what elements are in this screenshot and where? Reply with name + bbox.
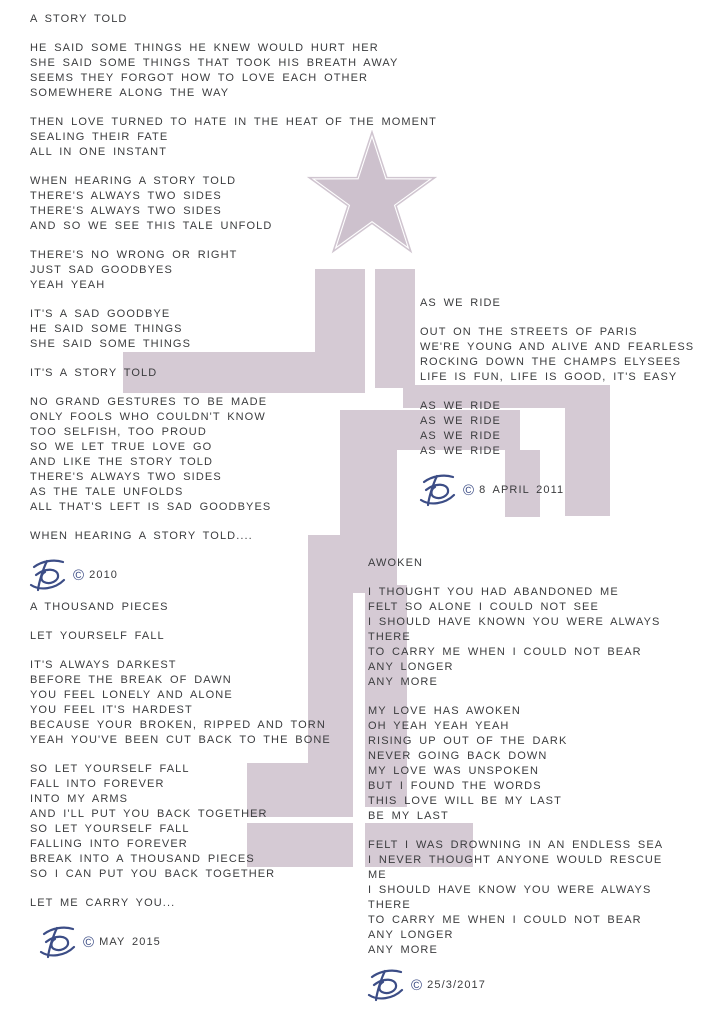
- lyric-line: IT'S A SAD GOODBYE: [30, 308, 171, 320]
- copyright-icon: ©: [463, 481, 476, 499]
- lyric-line: BECAUSE YOUR BROKEN, RIPPED AND TORN: [30, 719, 326, 731]
- stanza: [30, 366, 437, 381]
- stanza: [30, 307, 437, 352]
- lyric-line: BREAK INTO A THOUSAND PIECES: [30, 853, 255, 865]
- lyric-line: THERE'S NO WRONG OR RIGHT: [30, 249, 238, 261]
- lyric-line: IT'S ALWAYS DARKEST: [30, 659, 177, 671]
- lyric-line: ME: [368, 869, 387, 881]
- copyright-icon: ©: [73, 566, 86, 584]
- lyric-line: RISING UP OUT OF THE DARK: [368, 735, 568, 747]
- lyric-line: FELT I WAS DROWNING IN AN ENDLESS SEA: [368, 839, 664, 851]
- signature-date: 8 APRIL 2011: [479, 483, 565, 496]
- lyric-line: OH YEAH YEAH YEAH: [368, 720, 510, 732]
- song-title-awoken: AWOKEN: [368, 557, 424, 569]
- lyric-line: THIS LOVE WILL BE MY LAST: [368, 795, 562, 807]
- lyric-line: ANY LONGER: [368, 929, 454, 941]
- lyric-line: ANY LONGER: [368, 661, 454, 673]
- lyric-line: WE'RE YOUNG AND ALIVE AND FEARLESS: [420, 341, 695, 353]
- lyric-line: AS WE RIDE: [420, 415, 501, 427]
- lyric-line: ANY MORE: [368, 676, 438, 688]
- lyric-line: WHEN HEARING A STORY TOLD: [30, 175, 237, 187]
- lyric-line: SHE SAID SOME THINGS THAT TOOK HIS BREATH AWAY: [30, 57, 399, 69]
- lyric-line: BE MY LAST: [368, 810, 449, 822]
- artist-monogram-icon: [28, 558, 72, 592]
- signature-block-2017: [366, 968, 663, 1002]
- lyric-line: SO I CAN PUT YOU BACK TOGETHER: [30, 868, 276, 880]
- lyric-line: NO GRAND GESTURES TO BE MADE: [30, 396, 268, 408]
- lyric-line: WHEN HEARING A STORY TOLD....: [30, 530, 253, 542]
- lyric-line: TOO SELFISH, TOO PROUD: [30, 426, 207, 438]
- lyric-line: YEAH YOU'VE BEEN CUT BACK TO THE BONE: [30, 734, 331, 746]
- lyric-line: I SHOULD HAVE KNOW YOU WERE ALWAYS: [368, 884, 652, 896]
- lyric-line: ROCKING DOWN THE CHAMPS ELYSEES: [420, 356, 682, 368]
- lyric-line: LET YOURSELF FALL: [30, 630, 165, 642]
- lyric-line: I SHOULD HAVE KNOWN YOU WERE ALWAYS: [368, 616, 661, 628]
- stanza: [368, 838, 663, 958]
- copyright-icon: ©: [411, 976, 424, 994]
- stanza: [420, 399, 694, 459]
- lyric-line: YEAH YEAH: [30, 279, 106, 291]
- stanza: [30, 174, 437, 234]
- lyric-line: SEEMS THEY FORGOT HOW TO LOVE EACH OTHER: [30, 72, 369, 84]
- lyric-line: SEALING THEIR FATE: [30, 131, 169, 143]
- lyric-line: THERE: [368, 631, 411, 643]
- lyric-line: OUT ON THE STREETS OF PARIS: [420, 326, 638, 338]
- lyric-line: BUT I FOUND THE WORDS: [368, 780, 542, 792]
- song-title-a-thousand-pieces: A THOUSAND PIECES: [30, 601, 169, 613]
- lyric-line: MY LOVE WAS UNSPOKEN: [368, 765, 540, 777]
- artist-monogram-icon: [366, 968, 410, 1002]
- signature-date: 25/3/2017: [427, 978, 486, 991]
- lyric-line: HE SAID SOME THINGS HE KNEW WOULD HURT HER: [30, 42, 379, 54]
- lyric-line: MY LOVE HAS AWOKEN: [368, 705, 521, 717]
- lyrics-column-as-we-ride: [420, 296, 694, 515]
- lyric-line: I THOUGHT YOU HAD ABANDONED ME: [368, 586, 619, 598]
- lyric-line: THERE'S ALWAYS TWO SIDES: [30, 471, 222, 483]
- stanza: [30, 529, 437, 544]
- lyric-line: SO LET YOURSELF FALL: [30, 823, 190, 835]
- lyric-line: I NEVER THOUGHT ANYONE WOULD RESCUE: [368, 854, 663, 866]
- signature-date: MAY 2015: [99, 935, 161, 948]
- lyric-line: AS WE RIDE: [420, 400, 501, 412]
- lyric-line: AS WE RIDE: [420, 445, 501, 457]
- lyric-line: AND LIKE THE STORY TOLD: [30, 456, 214, 468]
- lyric-line: THERE: [368, 899, 411, 911]
- lyric-line: YOU FEEL LONELY AND ALONE: [30, 689, 233, 701]
- stanza: [30, 41, 437, 101]
- lyric-line: FALL INTO FOREVER: [30, 778, 165, 790]
- lyric-line: NEVER GOING BACK DOWN: [368, 750, 548, 762]
- lyric-line: LET ME CARRY YOU...: [30, 897, 176, 909]
- lyric-line: LIFE IS FUN, LIFE IS GOOD, IT'S EASY: [420, 371, 678, 383]
- lyric-line: AND SO WE SEE THIS TALE UNFOLD: [30, 220, 273, 232]
- lyric-line: ALL IN ONE INSTANT: [30, 146, 168, 158]
- lyrics-column-awoken: [368, 556, 663, 1010]
- lyric-line: ONLY FOOLS WHO COULDN'T KNOW: [30, 411, 266, 423]
- lyric-line: ANY MORE: [368, 944, 438, 956]
- lyric-line: HE SAID SOME THINGS: [30, 323, 183, 335]
- lyric-line: SHE SAID SOME THINGS: [30, 338, 192, 350]
- lyric-line: IT'S A STORY TOLD: [30, 367, 158, 379]
- lyric-line: THERE'S ALWAYS TWO SIDES: [30, 205, 222, 217]
- signature-block-april-2011: [418, 473, 694, 507]
- lyric-line: AND I'LL PUT YOU BACK TOGETHER: [30, 808, 268, 820]
- lyric-line: THEN LOVE TURNED TO HATE IN THE HEAT OF THE MOMENT: [30, 116, 437, 128]
- lyric-line: ALL THAT'S LEFT IS SAD GOODBYES: [30, 501, 272, 513]
- lyric-line: INTO MY ARMS: [30, 793, 129, 805]
- lyric-line: FELT SO ALONE I COULD NOT SEE: [368, 601, 599, 613]
- stanza: [368, 585, 663, 690]
- stanza: [420, 325, 694, 385]
- lyric-line: AS THE TALE UNFOLDS: [30, 486, 184, 498]
- artist-monogram-icon: [38, 925, 82, 959]
- lyric-line: TO CARRY ME WHEN I COULD NOT BEAR: [368, 914, 642, 926]
- lyric-line: AS WE RIDE: [420, 430, 501, 442]
- stanza: [30, 248, 437, 293]
- lyric-line: SO LET YOURSELF FALL: [30, 763, 190, 775]
- stanza: [30, 115, 437, 160]
- lyric-line: TO CARRY ME WHEN I COULD NOT BEAR: [368, 646, 642, 658]
- lyric-line: SO WE LET TRUE LOVE GO: [30, 441, 213, 453]
- stanza: [368, 704, 663, 824]
- song-title-a-story-told: A STORY TOLD: [30, 13, 128, 25]
- copyright-icon: ©: [83, 933, 96, 951]
- song-title-as-we-ride: AS WE RIDE: [420, 297, 501, 309]
- lyric-line: FALLING INTO FOREVER: [30, 838, 188, 850]
- lyric-line: JUST SAD GOODBYES: [30, 264, 173, 276]
- lyric-line: YOU FEEL IT'S HARDEST: [30, 704, 193, 716]
- stanza: [30, 395, 437, 515]
- artist-monogram-icon: [418, 473, 462, 507]
- signature-date: 2010: [89, 568, 119, 581]
- lyric-line: BEFORE THE BREAK OF DAWN: [30, 674, 232, 686]
- lyric-line: THERE'S ALWAYS TWO SIDES: [30, 190, 222, 202]
- lyric-line: SOMEWHERE ALONG THE WAY: [30, 87, 230, 99]
